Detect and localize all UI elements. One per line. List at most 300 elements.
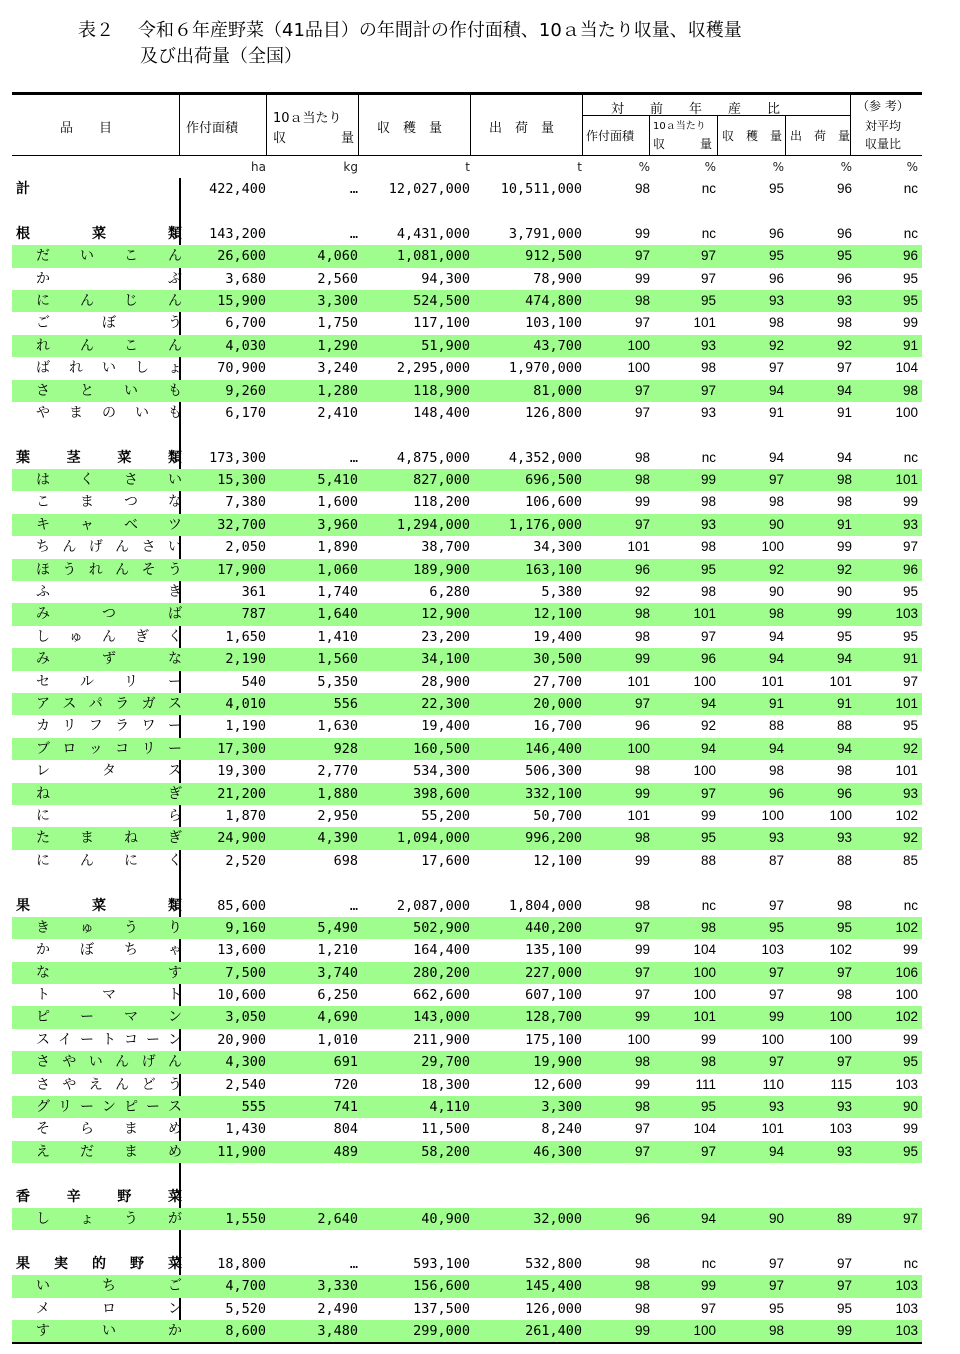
item-row (12, 268, 922, 290)
cell-shipment: 27,700 (533, 673, 582, 690)
cell-yoy-area: 98 (634, 897, 650, 913)
cell-yoy-shipment: 97 (836, 360, 852, 376)
cell-harvest: 94,300 (421, 270, 470, 287)
item-row (12, 805, 922, 827)
header-yield-left: 収 (273, 131, 287, 146)
row-name: ご ぼ う (36, 315, 182, 332)
cell-avg-yield-ratio: nc (903, 181, 918, 196)
table-body (12, 178, 922, 1344)
cell-avg-yield-ratio: nc (903, 1255, 918, 1271)
cell-avg-yield-ratio: 101 (895, 763, 918, 779)
cell-yoy-area: 99 (634, 1322, 650, 1338)
cell-shipment: 128,700 (525, 1009, 582, 1026)
cell-shipment: 19,900 (533, 1054, 582, 1071)
category-row (12, 1253, 922, 1275)
cell-yield: 1,750 (317, 315, 358, 332)
cell-area: 6,700 (225, 315, 266, 332)
cell-yield: … (349, 181, 358, 197)
item-row (12, 648, 922, 670)
cell-yoy-harvest: 95 (768, 248, 784, 264)
row-name: は く さ い (36, 472, 182, 489)
cell-yield: 2,490 (317, 1300, 358, 1317)
cell-yoy-shipment: 100 (829, 807, 852, 823)
item-row (12, 827, 922, 849)
row-name: ふ き (36, 584, 182, 601)
cell-harvest: 524,500 (413, 292, 470, 309)
row-name: さ と い も (36, 382, 182, 399)
cell-yield: 489 (333, 1143, 358, 1160)
cell-avg-yield-ratio: 103 (895, 1278, 918, 1294)
cell-yoy-area: 97 (634, 315, 650, 331)
cell-yoy-area: 99 (634, 852, 650, 868)
cell-area: 1,190 (225, 718, 266, 735)
cell-area: 4,300 (225, 1054, 266, 1071)
row-name: い ち ご (36, 1278, 182, 1295)
cell-yoy-harvest: 92 (768, 337, 784, 353)
cell-yoy-area: 101 (627, 673, 650, 689)
cell-yoy-shipment: 102 (829, 942, 852, 958)
row-name: 果 菜 類 (16, 897, 182, 914)
cell-yield: 1,060 (317, 561, 358, 578)
row-name: ほ う れ ん そ う (36, 561, 182, 578)
cell-yoy-harvest: 97 (768, 987, 784, 1003)
cell-shipment: 19,400 (533, 628, 582, 645)
item-row (12, 491, 922, 513)
cell-yield: 5,410 (317, 472, 358, 489)
category-row (12, 447, 922, 469)
header-yoy-yield-right: 量 (700, 137, 713, 151)
unit-yield: kg (343, 160, 358, 174)
cell-shipment: 135,100 (525, 942, 582, 959)
cell-avg-yield-ratio: 95 (902, 718, 918, 734)
cell-yoy-yield: 99 (700, 1278, 716, 1294)
cell-harvest: 51,900 (421, 337, 470, 354)
item-row (12, 715, 922, 737)
header-harvest-label: 収 穫 量 (377, 121, 443, 136)
cell-yoy-area: 98 (634, 181, 650, 196)
cell-yield: 4,690 (317, 1009, 358, 1026)
cell-yoy-area: 99 (634, 225, 650, 241)
cell-yoy-harvest: 90 (768, 516, 784, 532)
cell-yoy-harvest: 87 (768, 852, 784, 868)
item-row (12, 603, 922, 625)
category-row (12, 223, 922, 245)
cell-avg-yield-ratio: 103 (895, 1300, 918, 1316)
cell-avg-yield-ratio: 101 (895, 472, 918, 488)
cell-yoy-area: 98 (634, 1054, 650, 1070)
row-name: メ ロ ン (36, 1300, 182, 1317)
cell-yoy-area: 97 (634, 987, 650, 1003)
cell-harvest: 23,200 (421, 628, 470, 645)
cell-area: 1,430 (225, 1121, 266, 1138)
cell-yoy-shipment: 92 (836, 337, 852, 353)
cell-yoy-area: 98 (634, 1099, 650, 1115)
cell-yoy-yield: 97 (700, 382, 716, 398)
cell-yoy-area: 97 (634, 695, 650, 711)
item-row (12, 850, 922, 872)
cell-yoy-harvest: 98 (768, 606, 784, 622)
cell-harvest: 6,280 (429, 584, 470, 601)
cell-yoy-harvest: 92 (768, 561, 784, 577)
cell-avg-yield-ratio: 98 (902, 382, 918, 398)
cell-yoy-area: 97 (634, 516, 650, 532)
cell-avg-yield-ratio: nc (903, 449, 918, 465)
cell-avg-yield-ratio: 99 (902, 494, 918, 510)
item-row (12, 581, 922, 603)
cell-harvest: 58,200 (421, 1143, 470, 1160)
cell-yoy-shipment: 91 (836, 404, 852, 420)
cell-area: 2,520 (225, 852, 266, 869)
cell-yoy-yield: 96 (700, 651, 716, 667)
cell-shipment: 145,400 (525, 1278, 582, 1295)
cell-harvest: 117,100 (413, 315, 470, 332)
cell-yield: … (349, 449, 358, 466)
cell-yoy-yield: nc (701, 449, 716, 465)
cell-yoy-shipment: 98 (836, 494, 852, 510)
row-name: に ん じ ん (36, 292, 182, 309)
row-name: ア ス パ ラ ガ ス (36, 695, 182, 712)
cell-avg-yield-ratio: 99 (902, 1031, 918, 1047)
cell-yoy-yield: 98 (700, 539, 716, 555)
cell-yoy-shipment: 98 (836, 472, 852, 488)
cell-yoy-yield: 98 (700, 919, 716, 935)
cell-yield: 3,740 (317, 964, 358, 981)
cell-yoy-harvest: 91 (768, 404, 784, 420)
row-name: 葉 茎 菜 類 (16, 449, 182, 466)
cell-yoy-shipment: 91 (836, 695, 852, 711)
cell-yield: 5,350 (317, 673, 358, 690)
cell-avg-yield-ratio: 95 (902, 270, 918, 286)
cell-yoy-harvest: 94 (768, 651, 784, 667)
cell-area: 4,030 (225, 337, 266, 354)
cell-yoy-yield: 95 (700, 292, 716, 308)
cell-avg-yield-ratio: 103 (895, 606, 918, 622)
cell-harvest: 29,700 (421, 1054, 470, 1071)
cell-yield: 928 (333, 740, 358, 757)
cell-area: 540 (241, 673, 266, 690)
header-yoy-label: 対 前 年 産 比 (611, 102, 781, 117)
header-yoy-harvest (717, 115, 786, 155)
cell-harvest: 280,200 (413, 964, 470, 981)
cell-yoy-area: 99 (634, 1009, 650, 1025)
cell-yoy-area: 98 (634, 1278, 650, 1294)
cell-yoy-area: 98 (634, 606, 650, 622)
cell-yoy-harvest: 101 (761, 1121, 784, 1137)
cell-yoy-area: 98 (634, 1255, 650, 1271)
cell-yoy-harvest: 94 (768, 740, 784, 756)
header-area-label: 作付面積 (186, 121, 239, 136)
category-row (12, 1186, 922, 1208)
cell-yoy-yield: 95 (700, 830, 716, 846)
cell-avg-yield-ratio: 96 (902, 561, 918, 577)
cell-yoy-yield: 93 (700, 516, 716, 532)
cell-shipment: 696,500 (525, 472, 582, 489)
cell-harvest: 148,400 (413, 404, 470, 421)
cell-yoy-yield: 93 (700, 404, 716, 420)
cell-harvest: 156,600 (413, 1278, 470, 1295)
cell-harvest: 118,200 (413, 494, 470, 511)
cell-yoy-harvest: 101 (761, 673, 784, 689)
cell-shipment: 12,600 (533, 1076, 582, 1093)
cell-harvest: 28,900 (421, 673, 470, 690)
cell-yoy-shipment: 98 (836, 763, 852, 779)
cell-yoy-yield: 95 (700, 561, 716, 577)
cell-yoy-yield: 111 (695, 1076, 716, 1092)
row-name: か ぶ (36, 270, 182, 287)
cell-yoy-harvest: 110 (762, 1076, 784, 1092)
cell-yield: 691 (333, 1054, 358, 1071)
table-number: 表２ (78, 20, 114, 41)
cell-yoy-yield: 98 (700, 584, 716, 600)
cell-yoy-harvest: 103 (761, 942, 784, 958)
header-yoy-yield-left: 収 (653, 137, 666, 151)
item-row (12, 335, 922, 357)
cell-yield: … (349, 1255, 358, 1272)
cell-yoy-harvest: 98 (768, 1322, 784, 1338)
cell-harvest: 1,094,000 (396, 830, 470, 847)
cell-yoy-yield: 99 (700, 1031, 716, 1047)
row-name: さ や い ん げ ん (36, 1054, 182, 1071)
row-name: に ら (36, 807, 182, 824)
header-ref-bot: 収量比 (865, 137, 902, 151)
cell-yoy-shipment: 93 (836, 292, 852, 308)
cell-yoy-area: 97 (634, 919, 650, 935)
row-name: き ゅ う り (36, 919, 182, 936)
cell-yield: 804 (333, 1121, 358, 1138)
cell-yoy-harvest: 90 (768, 1210, 784, 1226)
item-row (12, 1141, 922, 1163)
cell-area: 6,170 (225, 404, 266, 421)
header-ref (850, 95, 923, 155)
cell-yoy-yield: 94 (700, 695, 716, 711)
cell-avg-yield-ratio: 92 (902, 740, 918, 756)
cell-harvest: 22,300 (421, 695, 470, 712)
cell-area: 173,300 (209, 449, 266, 466)
cell-shipment: 34,300 (533, 539, 582, 556)
cell-yoy-shipment: 100 (829, 1009, 852, 1025)
item-row (12, 536, 922, 558)
cell-yoy-shipment: 93 (836, 1143, 852, 1159)
cell-yoy-harvest: 91 (768, 695, 784, 711)
cell-yield: … (349, 225, 358, 242)
cell-yoy-yield: 101 (693, 315, 716, 331)
cell-yoy-yield: 100 (693, 763, 716, 779)
cell-avg-yield-ratio: 103 (895, 1322, 918, 1338)
cell-area: 2,190 (225, 651, 266, 668)
cell-area: 787 (241, 606, 266, 623)
cell-yoy-yield: 100 (693, 1322, 716, 1338)
cell-yoy-area: 98 (634, 628, 650, 644)
cell-area: 3,680 (225, 270, 266, 287)
cell-area: 15,900 (217, 292, 266, 309)
header-yoy-yield (649, 115, 718, 155)
cell-harvest: 4,110 (429, 1099, 470, 1116)
cell-yoy-area: 100 (627, 740, 650, 756)
cell-yoy-shipment: 98 (836, 315, 852, 331)
cell-yoy-shipment: 88 (836, 718, 852, 734)
cell-harvest: 137,500 (413, 1300, 470, 1317)
cell-shipment: 12,100 (533, 852, 582, 869)
cell-shipment: 3,791,000 (508, 225, 582, 242)
cell-yoy-area: 98 (634, 763, 650, 779)
row-name: だ い こ ん (36, 248, 182, 265)
cell-area: 2,540 (225, 1076, 266, 1093)
row-name: え だ ま め (36, 1143, 182, 1160)
cell-area: 3,050 (225, 1009, 266, 1026)
cell-harvest: 2,087,000 (396, 897, 470, 914)
cell-harvest: 164,400 (413, 942, 470, 959)
cell-yoy-shipment: 95 (836, 248, 852, 264)
cell-yoy-shipment: 94 (836, 449, 852, 465)
cell-shipment: 30,500 (533, 651, 582, 668)
cell-yoy-shipment: 97 (836, 964, 852, 980)
cell-yield: 1,560 (317, 651, 358, 668)
unit-area: ha (251, 160, 266, 174)
cell-yield: 698 (333, 852, 358, 869)
cell-area: 19,300 (217, 763, 266, 780)
cell-yoy-harvest: 94 (768, 628, 784, 644)
cell-yoy-area: 101 (627, 807, 650, 823)
cell-area: 85,600 (217, 897, 266, 914)
item-row (12, 357, 922, 379)
cell-yoy-harvest: 95 (768, 1300, 784, 1316)
cell-yield: 3,330 (317, 1278, 358, 1295)
cell-yield: 1,010 (317, 1031, 358, 1048)
cell-yoy-yield: 88 (700, 852, 716, 868)
cell-shipment: 3,300 (541, 1099, 582, 1116)
cell-area: 7,380 (225, 494, 266, 511)
cell-yoy-area: 99 (634, 270, 650, 286)
row-name: こ ま つ な (36, 494, 182, 511)
cell-shipment: 440,200 (525, 919, 582, 936)
cell-yoy-shipment: 96 (836, 181, 852, 196)
cell-shipment: 146,400 (525, 740, 582, 757)
item-row (12, 1118, 922, 1140)
cell-yoy-area: 92 (634, 584, 650, 600)
cell-yoy-yield: 100 (693, 964, 716, 980)
cell-yield: 741 (333, 1099, 358, 1116)
item-row (12, 1208, 922, 1230)
title-text: 令和６年産野菜（41品目）の年間計の作付面積、10ａ当たり収量、収穫量 (138, 20, 742, 41)
cell-yoy-area: 98 (634, 292, 650, 308)
cell-yoy-shipment: 95 (836, 628, 852, 644)
item-row (12, 1096, 922, 1118)
cell-yoy-yield: 94 (700, 1210, 716, 1226)
cell-shipment: 175,100 (525, 1031, 582, 1048)
row-name: キ ャ ベ ツ (36, 516, 182, 533)
row-name: ち ん げ ん さ い (36, 539, 182, 556)
cell-yoy-shipment: 101 (829, 673, 852, 689)
cell-yield: 2,640 (317, 1210, 358, 1227)
cell-yoy-harvest: 97 (768, 360, 784, 376)
unit-avg-yield-ratio: % (906, 160, 918, 174)
cell-yoy-shipment: 96 (836, 270, 852, 286)
cell-yoy-yield: nc (701, 897, 716, 913)
cell-yield: 3,960 (317, 516, 358, 533)
cell-avg-yield-ratio: nc (903, 897, 918, 913)
cell-yoy-harvest: 96 (768, 270, 784, 286)
row-name: 計 (16, 181, 30, 197)
cell-avg-yield-ratio: 93 (902, 785, 918, 801)
cell-avg-yield-ratio: 103 (895, 1076, 918, 1092)
cell-yield: 1,640 (317, 606, 358, 623)
cell-yoy-shipment: 99 (836, 1322, 852, 1338)
title-line-1 (78, 18, 742, 44)
category-row (12, 895, 922, 917)
cell-area: 20,900 (217, 1031, 266, 1048)
cell-yield: 3,240 (317, 360, 358, 377)
cell-yoy-harvest: 96 (768, 225, 784, 241)
item-row (12, 760, 922, 782)
cell-avg-yield-ratio: 102 (895, 919, 918, 935)
cell-harvest: 11,500 (421, 1121, 470, 1138)
row-name: み つ ば (36, 606, 182, 623)
cell-yoy-yield: 95 (700, 1099, 716, 1115)
cell-yield: 2,410 (317, 404, 358, 421)
row-name: セ ル リ ー (36, 673, 182, 690)
row-name: た ま ね ぎ (36, 830, 182, 847)
cell-avg-yield-ratio: 99 (902, 942, 918, 958)
cell-shipment: 8,240 (541, 1121, 582, 1138)
cell-avg-yield-ratio: 95 (902, 1143, 918, 1159)
cell-yoy-harvest: 97 (768, 964, 784, 980)
cell-avg-yield-ratio: 90 (902, 1099, 918, 1115)
row-name: す い か (36, 1322, 182, 1339)
cell-yoy-harvest: 94 (768, 449, 784, 465)
cell-yoy-shipment: 97 (836, 1054, 852, 1070)
cell-yoy-yield: nc (701, 1255, 716, 1271)
cell-harvest: 19,400 (421, 718, 470, 735)
header-shipment (470, 95, 583, 155)
cell-area: 11,900 (217, 1143, 266, 1160)
row-name: し ゅ ん ぎ く (36, 628, 182, 645)
cell-yoy-harvest: 97 (768, 472, 784, 488)
cell-yoy-harvest: 100 (761, 1031, 784, 1047)
item-row (12, 917, 922, 939)
cell-harvest: 160,500 (413, 740, 470, 757)
cell-area: 13,600 (217, 942, 266, 959)
cell-yoy-area: 97 (634, 382, 650, 398)
cell-yoy-harvest: 96 (768, 785, 784, 801)
cell-shipment: 126,000 (525, 1300, 582, 1317)
cell-yoy-yield: 92 (700, 718, 716, 734)
cell-shipment: 506,300 (525, 763, 582, 780)
cell-harvest: 299,000 (413, 1322, 470, 1339)
unit-harvest: t (465, 160, 470, 174)
cell-yoy-shipment: 94 (836, 740, 852, 756)
cell-yoy-harvest: 93 (768, 1099, 784, 1115)
cell-yoy-harvest: 95 (768, 181, 784, 196)
cell-yield: 5,490 (317, 919, 358, 936)
cell-area: 26,600 (217, 248, 266, 265)
cell-avg-yield-ratio: 95 (902, 1054, 918, 1070)
header-yoy-shipment-label: 出 荷 量 (790, 129, 851, 143)
cell-area: 7,500 (225, 964, 266, 981)
cell-shipment: 103,100 (525, 315, 582, 332)
cell-yoy-harvest: 98 (768, 494, 784, 510)
cell-yoy-harvest: 97 (768, 1278, 784, 1294)
cell-area: 15,300 (217, 472, 266, 489)
cell-yoy-harvest: 100 (761, 807, 784, 823)
cell-area: 361 (241, 584, 266, 601)
cell-shipment: 106,600 (525, 494, 582, 511)
cell-avg-yield-ratio: 95 (902, 584, 918, 600)
cell-harvest: 2,295,000 (396, 360, 470, 377)
cell-harvest: 4,431,000 (396, 225, 470, 242)
cell-yoy-shipment: 97 (836, 1278, 852, 1294)
cell-shipment: 996,200 (525, 830, 582, 847)
cell-yoy-harvest: 97 (768, 897, 784, 913)
